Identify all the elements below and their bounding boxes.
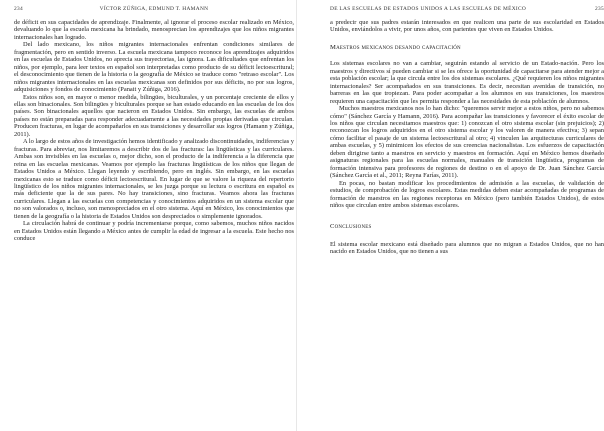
right-page-body: [330, 19, 604, 256]
paragraph: Muchos maestros mexicanos nos lo han dicho: "queremos servir mejor a estos niños, pero no sabemos cómo" (Sánchez García y Hamann, 2016). Para acompañar las transiciones y favorecer el éxito escolar de los niños que circulan necesitamos maestros que: 1) conozcan el otro sistema escolar (sin prejuicios); 2) reconozcan los logros adquiridos en el otro sistema escolar y los valoren de manera efectiva; 3) sepan cómo facilitar el pasaje de un sistema lectoescritural al otro; 4) vinculen las arquitecturas curriculares de ambas escuelas, y 5) minimicen los efectos de sus creencias nacionalistas. Los esfuerzos de capacitación deben dirigirse tanto a maestros en servicio y maestros en formación. Aquí en México hemos diseñado asignaturas regionales para las escuelas normales, manuales de transición lingüística, programas de formación intensiva para profesores de regiones de destino o en el apoyo de Dr. Juan Sánchez García (Sánchez García et al., 2011; Reyna Farías, 2011).: [330, 105, 604, 180]
right-page-header: [330, 6, 604, 16]
paragraph: En pocas, no bastan modificar los procedimientos de admisión a las escuelas, de validación de estudios, de comprobación de logros escolares. Estas medidas deben estar acompañadas de programas de formación de maestros en las regiones receptoras en México (pero también Estados Unidos), de estos niños que circulan entre ambos sistemas escolares.: [330, 179, 604, 209]
paragraph: Del lado mexicano, los niños migrantes internacionales enfrentan condiciones similares de fragmentación, pero en sentido inverso. La escuela mexicana tampoco reconoce los aprendizajes adquiridos en las escuelas de Estados Unidos, no aprecia sus trayectorias, las ignora. Las dificultades que enfrentan los niños, por ejemplo, para leer textos en español son interpretadas como producto de su déficit lectoescritural; el desconocimiento que tienen de la historia o la geografía de México se traduce como "retraso escolar". Los niños migrantes internacionales en las escuelas mexicanas son definidos por sus déficits, no por sus logros, adquisiciones y fondos de conocimiento (Panait y Zúñiga, 2016).: [14, 41, 294, 94]
running-head-left: VÍCTOR ZÚÑIGA, EDMUND T. HAMANN: [99, 6, 209, 12]
running-head-right: DE LAS ESCUELAS DE ESTADOS UNIDOS A LAS ESCUELAS DE MÉXICO: [330, 6, 527, 12]
section-heading: Maestros mexicanos desando capacitación: [330, 43, 461, 51]
page-number-right: 235: [595, 6, 604, 12]
paragraph: de déficit en sus capacidades de aprendizaje. Finalmente, al ignorar el proceso escolar realizado en México, devaluando lo que la escuela mexicana ha brindado, menosprecian los aprendizajes que los niños migrantes internacionales han logrado.: [14, 19, 294, 41]
left-page: [14, 0, 294, 431]
right-page: [330, 0, 604, 431]
book-gutter: [296, 0, 297, 431]
section-heading-conclusions: Conclusiones: [330, 223, 372, 231]
paragraph: El sistema escolar mexicano está diseñado para alumnos que no migran a Estados Unidos, que no han nacido en Estados Unidos, que no tienen a sus: [330, 240, 604, 256]
left-page-body: [14, 19, 294, 243]
paragraph: A lo largo de estos años de investigación hemos identificado y analizado discontinuidades, indiferencias y fracturas. Para abreviar, nos limitaremos a describir dos de las fracturas: las lingüísticas y las curriculares. Ambas son invisibles en las escuelas o, mejor dicho, son el producto de la indiferencia a la diferencia que reina en las escuelas mexicanas. Veamos por ejemplo las fracturas lingüísticas de los niños que llegan de Estados Unidos a México. Llegan leyendo y escribiendo, pero en inglés. Sin embargo, en las escuelas mexicanas esto se traduce como déficit lectoescritural. En lugar de que se valore la riqueza del repertorio lingüístico de los niños migrantes internacionales, se les juzga porque su lectura o escritura en español es más deficiente que la de sus pares. No hay transiciones, sino fracturas. Veamos ahora las fracturas curriculares. Llegan a las escuelas con competencias y conocimientos adquiridos en un sistema escolar que no son valorados o, incluso, son menospreciados en el otro sistema. Aquí en México, los conocimientos que tienen de la geografía o la historia de Estados Unidos son despreciados o simplemente ignorados.: [14, 138, 294, 220]
paragraph: a predecir que sus padres estarán interesados en que realicen una parte de sus escolaridad en Estados Unidos, enviándolos a vivir, por unos años, con parientes que viven en Estados Unidos.: [330, 19, 604, 34]
left-page-header: [14, 6, 294, 16]
page-number-left: 234: [14, 6, 23, 12]
paragraph: Los sistemas escolares no van a cambiar, seguirán estando al servicio de un Estado-nación. Pero los maestros y directivos sí pueden cambiar si se les ofrece la oportunidad de capacitarse para atender mejor a esta población escolar; la que circula entre los dos sistemas escolares. ¿Qué requieren los niños migrantes internacionales? Ser acompañados en sus transiciones. Es decir, necesitan avenidas de transición, no barreras en las que tropiezan. Para poder acompañar a los alumnos en sus transiciones, los maestros requieren una capacitación que les permita responder a las necesidades de esta población de alumnos.: [330, 60, 604, 105]
paragraph: La circulación habrá de continuar y podría incrementarse porque, como sabemos, muchos niños nacidos en Estados Unidos están llegando a México antes de cumplir la edad de ingresar a la escuela. Este hecho nos conduce: [14, 220, 294, 243]
paragraph: Estos niños son, en mayor o menor medida, bilingües, biculturales, y un porcentaje creciente de ellos y ellas son binacionales. Son bilingües y biculturales porque se han estado educando en las escuelas de los dos países. Son binacionales aquellos que nacieron en Estados Unidos. Sin embargo, las escuelas de ambos países no están preparadas para responder adecuadamente a las necesidades propias derivadas que circulan. Producen fracturas, en lugar de acompañarlos en sus transiciones y desarrollar sus logros (Hamann y Zúñiga, 2011).: [14, 93, 294, 138]
